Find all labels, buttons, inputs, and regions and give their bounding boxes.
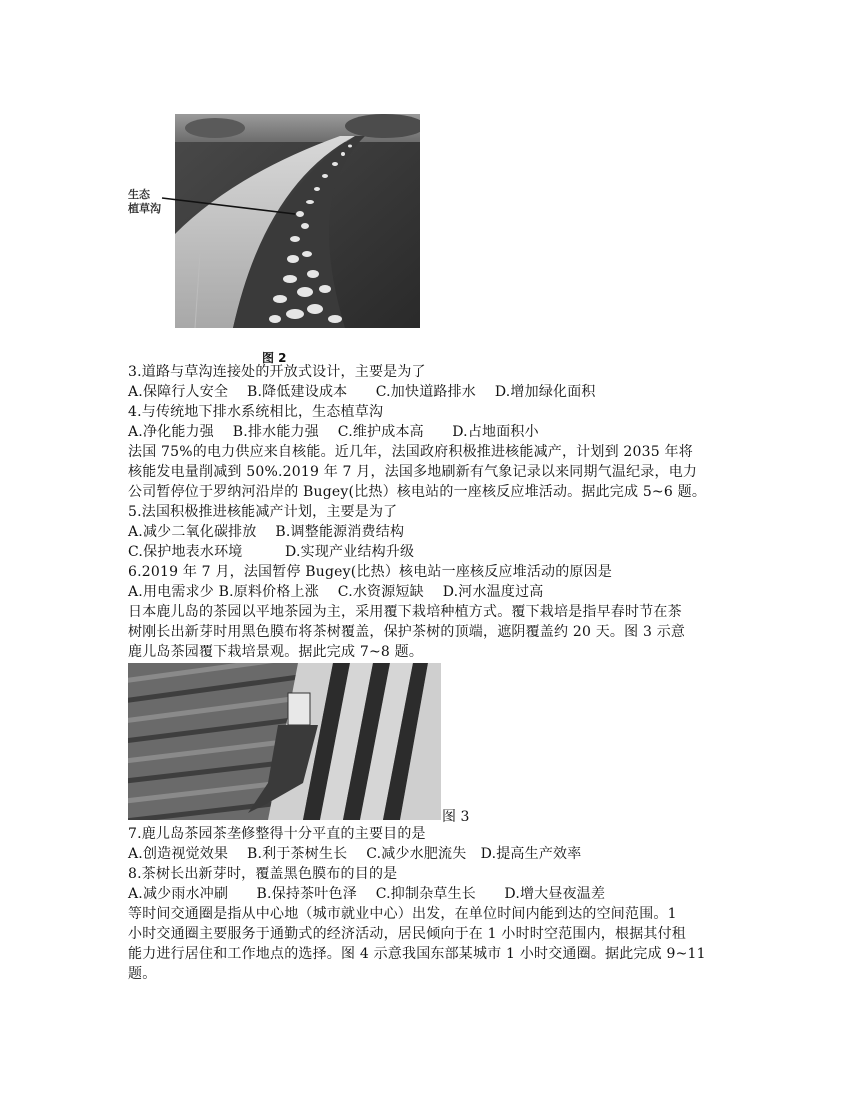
passage-5-6-line-3: 公司暂停位于罗纳河沿岸的 Bugey(比热）核电站的一座核反应堆活动。据此完成 5~6 题。	[128, 484, 707, 500]
figure-3-caption: 图 3	[442, 809, 470, 825]
grass-ditch-photo	[175, 114, 420, 328]
q5-stem: 5.法国积极推进核能减产计划，主要是为了	[128, 504, 398, 520]
q5-options-line-2: C.保护地表水环境 D.实现产业结构升级	[128, 544, 415, 560]
passage-7-8-line-1: 日本鹿儿岛的茶园以平地茶园为主，采用覆下栽培种植方式。覆下栽培是指早春时节在茶	[128, 604, 682, 620]
q6-options: A.用电需求少 B.原料价格上涨 C.水资源短缺 D.河水温度过高	[128, 584, 544, 600]
figure-2-label-line2: 植草沟	[128, 202, 161, 215]
passage-7-8-line-3: 鹿儿岛茶园覆下栽培景观。据此完成 7~8 题。	[128, 644, 424, 660]
passage-5-6-line-1: 法国 75%的电力供应来自核能。近几年，法国政府积极推进核能减产，计划到 2035 年将	[128, 444, 693, 460]
q4-stem: 4.与传统地下排水系统相比，生态植草沟	[128, 404, 384, 420]
figure-2-label	[128, 188, 161, 216]
figure-2-pointer-line	[160, 190, 300, 220]
figure-2-photo	[175, 114, 420, 328]
q8-stem: 8.茶树长出新芽时，覆盖黑色膜布的目的是	[128, 866, 398, 882]
q5-options-line-1: A.减少二氧化碳排放 B.调整能源消费结构	[128, 524, 405, 540]
passage-9-11-line-3: 能力进行居住和工作地点的选择。图 4 示意我国东部某城市 1 小时交通圈。据此完成 9~11	[128, 946, 706, 962]
q3-stem: 3.道路与草沟连接处的开放式设计，主要是为了	[128, 364, 426, 380]
passage-9-11-line-1: 等时间交通圈是指从中心地（城市就业中心）出发，在单位时间内能到达的空间范围。1	[128, 906, 677, 922]
q4-options: A.净化能力强 B.排水能力强 C.维护成本高 D.占地面积小	[128, 424, 539, 440]
q6-stem: 6.2019 年 7 月，法国暂停 Bugey(比热）核电站一座核反应堆活动的原因是	[128, 564, 613, 580]
q3-options: A.保障行人安全 B.降低建设成本 C.加快道路排水 D.增加绿化面积	[128, 384, 596, 400]
passage-5-6-line-2: 核能发电量削减到 50%.2019 年 7 月，法国多地刷新有气象记录以来同期气温纪录，电力	[128, 464, 698, 480]
passage-7-8-line-2: 树刚长出新芽时用黑色膜布将茶树覆盖，保护茶树的顶端，遮阴覆盖约 20 天。图 3 示意	[128, 624, 686, 640]
figure-2-label-line1: 生态	[128, 188, 150, 201]
figure-2-caption: 图 2	[262, 351, 287, 365]
passage-9-11-line-2: 小时交通圈主要服务于通勤式的经济活动，居民倾向于在 1 小时时空范围内，根据其付租	[128, 926, 687, 942]
q7-options: A.创造视觉效果 B.利于茶树生长 C.减少水肥流失 D.提高生产效率	[128, 846, 582, 862]
tea-garden-photo	[128, 663, 441, 820]
passage-9-11-line-4: 题。	[128, 966, 157, 982]
figure-3-photo	[128, 663, 441, 820]
q8-options: A.减少雨水冲刷 B.保持茶叶色泽 C.抑制杂草生长 D.增大昼夜温差	[128, 886, 606, 902]
q7-stem: 7.鹿儿岛茶园茶垄修整得十分平直的主要目的是	[128, 826, 426, 842]
